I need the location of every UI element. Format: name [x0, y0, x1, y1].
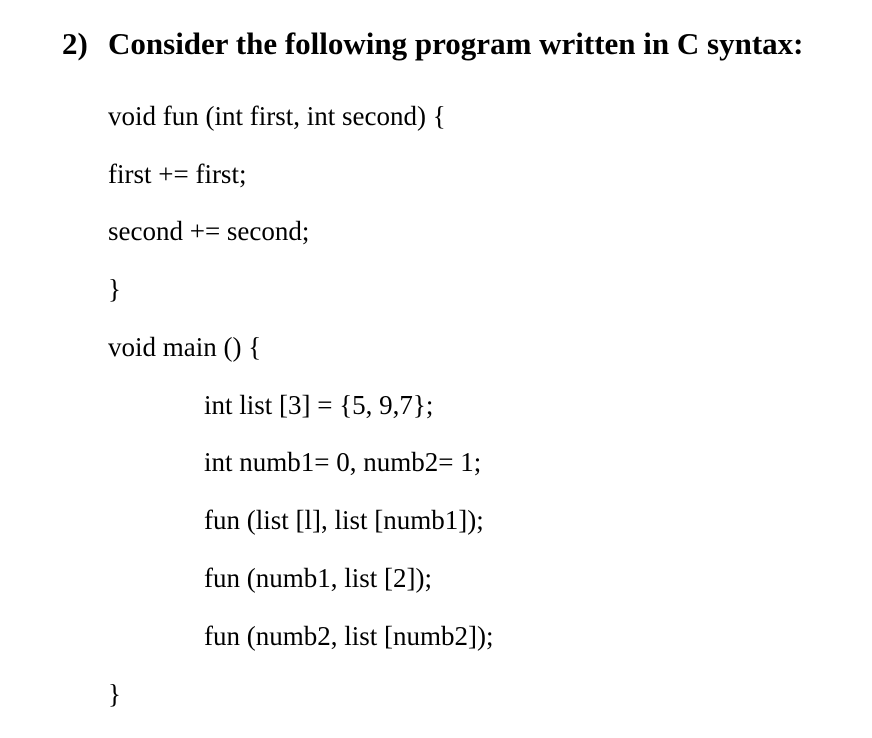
question-heading [62, 24, 804, 64]
code-line-list-decl: int list [3] = {5, 9,7}; [204, 390, 434, 420]
code-line-second-add: second += second; [108, 216, 310, 246]
code-line-call-3: fun (numb2, list [numb2]); [204, 621, 494, 651]
question-number: 2) [62, 26, 88, 61]
code-line-main-close: } [108, 679, 121, 709]
code-line-fun-signature: void fun (int first, int second) { [108, 101, 446, 131]
code-line-call-2: fun (numb1, list [2]); [204, 563, 432, 593]
code-line-call-1: fun (list [l], list [numb1]); [204, 505, 484, 535]
question-title: Consider the following program written in C syntax: [108, 26, 804, 61]
code-line-numb-decl: int numb1= 0, numb2= 1; [204, 447, 482, 477]
code-line-main-signature: void main () { [108, 332, 262, 362]
code-line-first-add: first += first; [108, 159, 247, 189]
code-line-fun-close: } [108, 274, 121, 304]
